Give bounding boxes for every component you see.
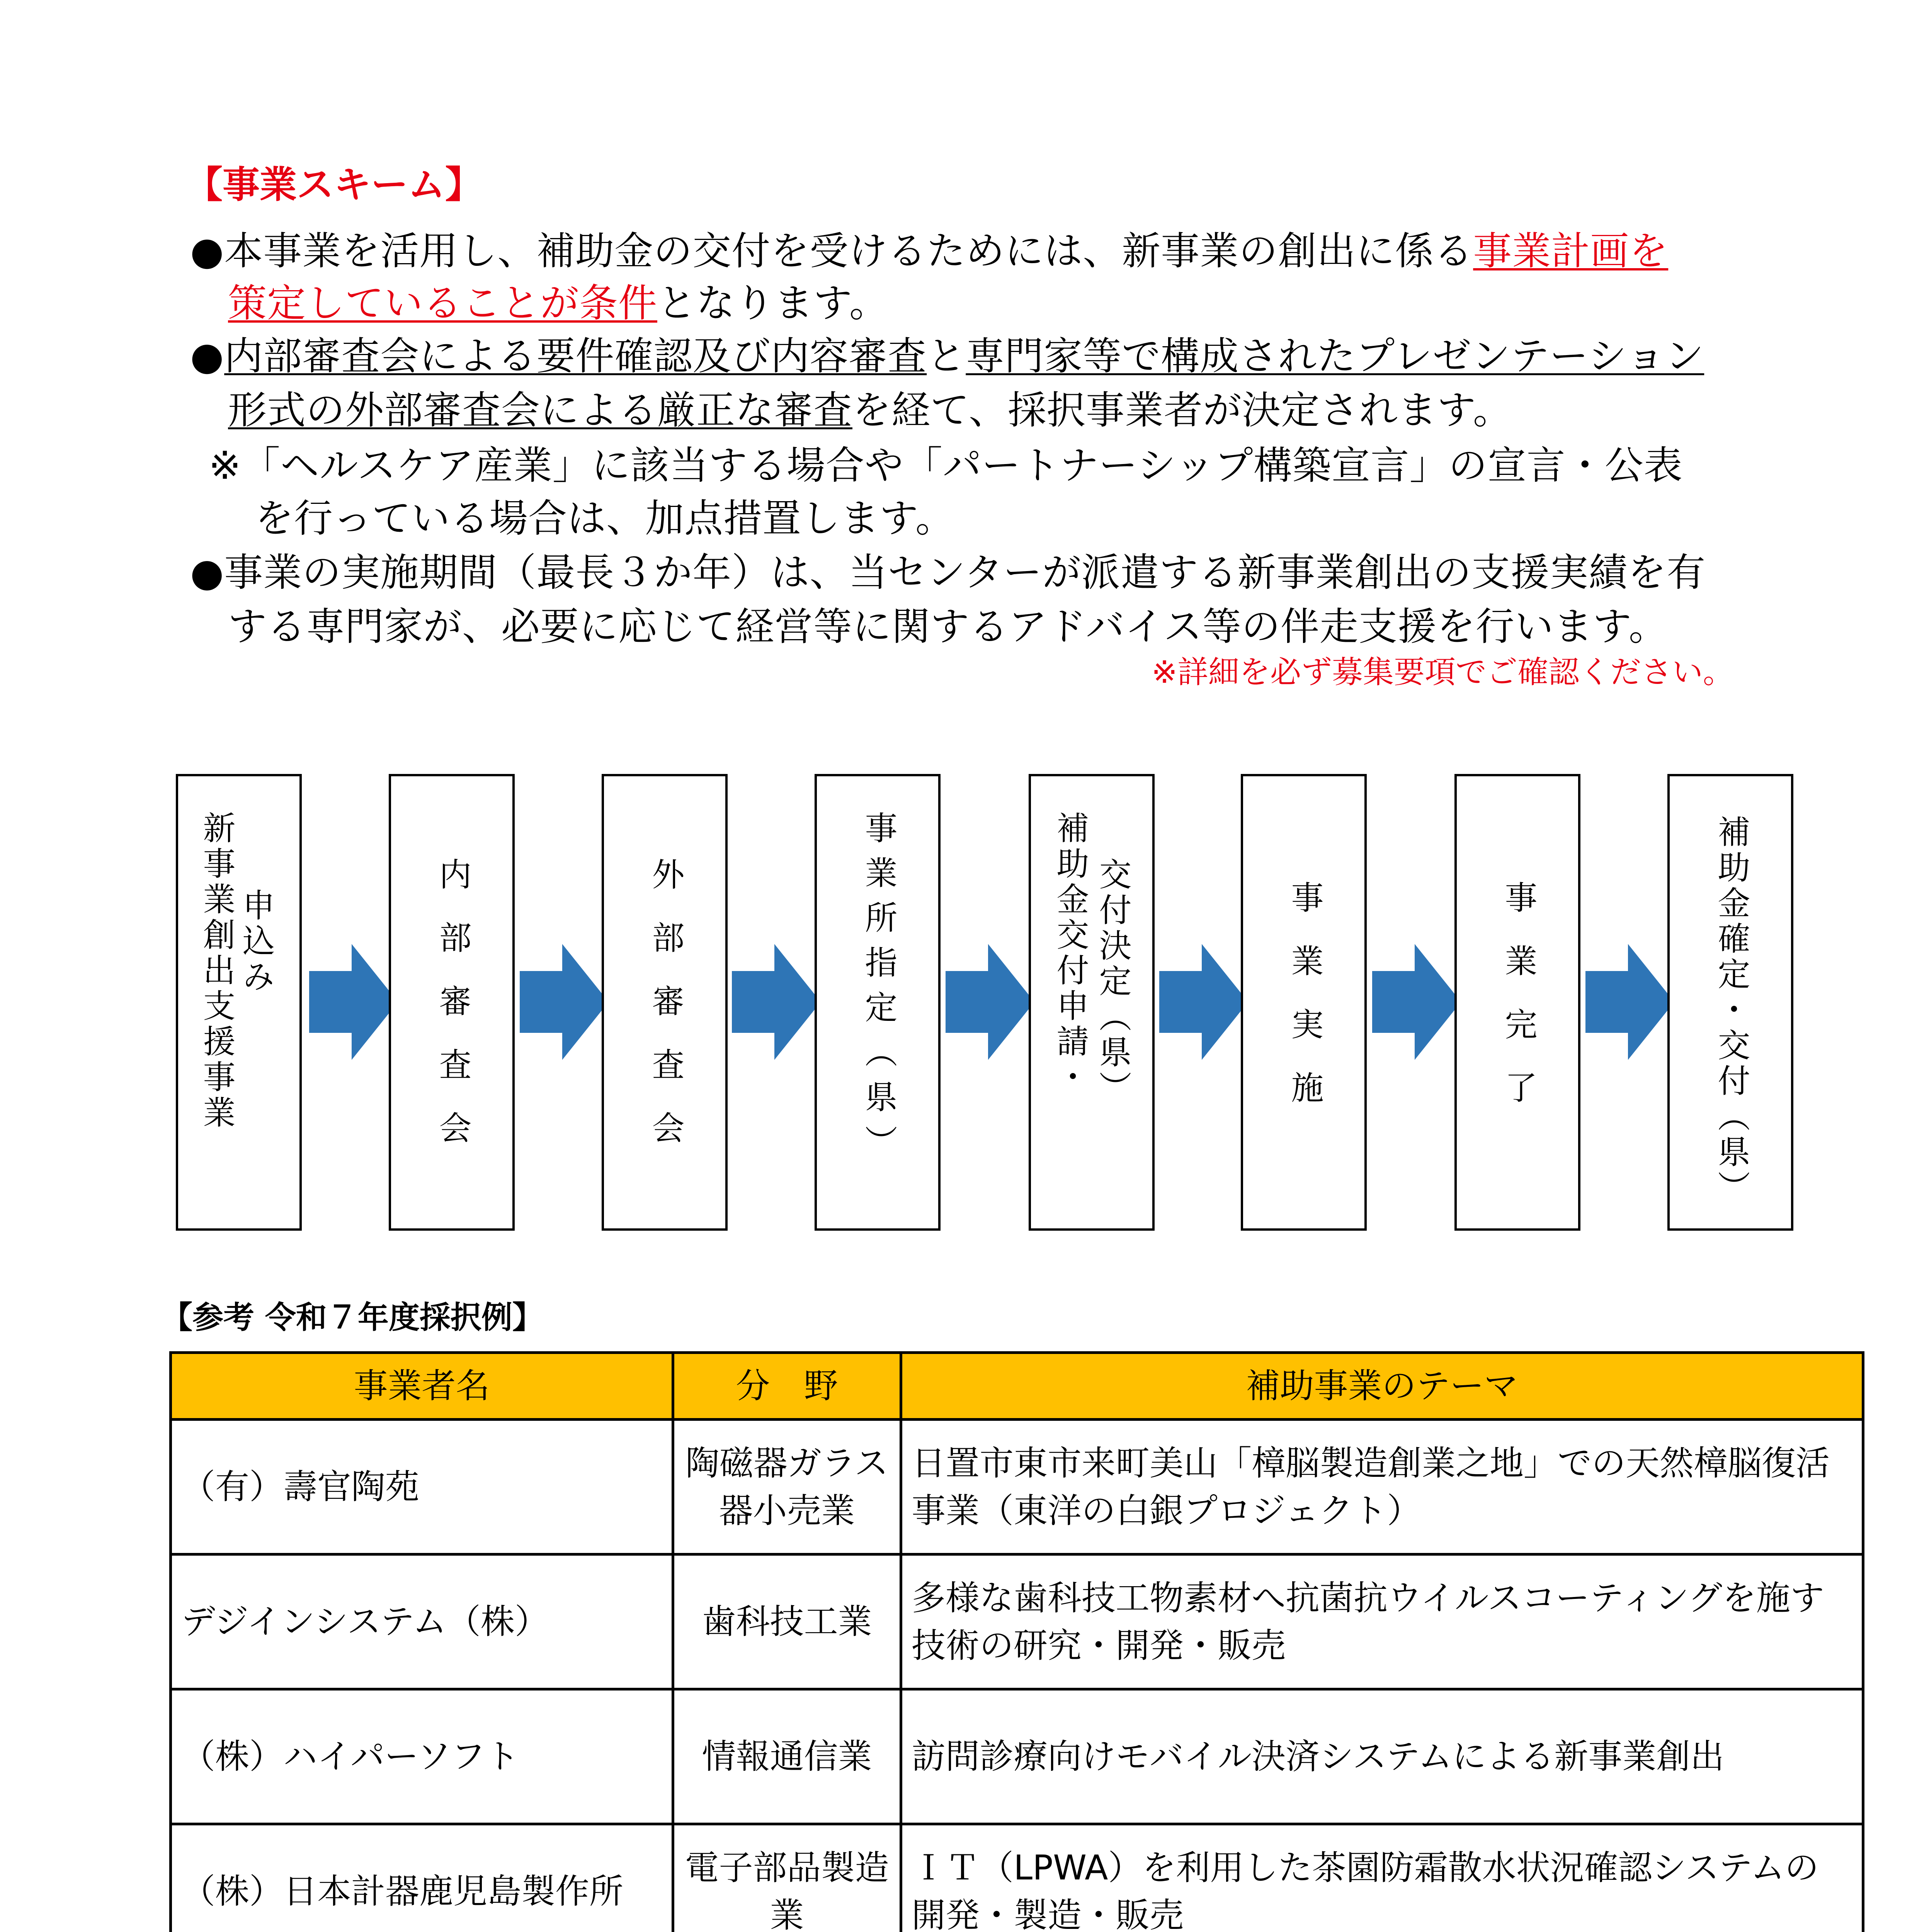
flow-step-1-col-2: 申込み (237, 888, 275, 995)
flow-step-external-review (602, 774, 728, 1231)
table-caption: 【参考 令和７年度採択例】 (162, 1299, 543, 1335)
bullet-1-highlight-a: 事業計画を (1473, 228, 1669, 274)
table-header-row (171, 1353, 1863, 1420)
table-row (171, 1824, 1863, 1932)
bullet-1-highlight-b: 策定していることが条件 (228, 281, 657, 326)
flow-step-7-label: 事業完了 (1500, 881, 1538, 1134)
flow-arrow-icon (732, 944, 821, 1060)
bullet-2-underlined-b: 専門家等で構成されたプレゼンテーション (966, 333, 1704, 379)
header-company: 事業者名 (171, 1353, 673, 1420)
flow-arrow-icon (1585, 944, 1674, 1060)
company-cell: （有）壽官陶苑 (171, 1420, 673, 1554)
note-line-2: を行っている場合は、加点措置します。 (255, 496, 954, 541)
flow-step-internal-review (389, 774, 515, 1231)
header-theme: 補助事業のテーマ (901, 1353, 1863, 1420)
bullet-2-underlined-a: 内部審査会による要件確認及び内容審査 (224, 333, 927, 379)
company-cell: デジインシステム（株） (171, 1554, 673, 1689)
bullet-3-line-1: ●事業の実施期間（最長３か年）は、当センターが派遣する新事業創出の支援実績を有 (190, 550, 1706, 595)
field-cell: 情報通信業 (673, 1689, 901, 1824)
bullet-2-mark: ● (190, 333, 225, 379)
theme-cell: 多様な歯科技工物素材へ抗菌抗ウイルスコーティングを施す技術の研究・開発・販売 (901, 1554, 1863, 1689)
adoption-examples-table (169, 1351, 1864, 1932)
bullet-1-line-2 (228, 281, 888, 326)
table-row (171, 1420, 1863, 1554)
field-cell: 陶磁器ガラス器小売業 (673, 1420, 901, 1554)
theme-cell: 日置市東市来町美山「樟脳製造創業之地」での天然樟脳復活事業（東洋の白銀プロジェクト） (901, 1420, 1863, 1554)
bullet-2-line-2 (228, 388, 1512, 433)
flow-step-1-col-1: 新事業創出支援事業 (198, 811, 236, 1131)
flow-arrow-icon (1372, 944, 1461, 1060)
bullet-2-line-1 (190, 333, 1704, 379)
flow-arrow-icon (1159, 944, 1248, 1060)
flow-step-grant-finalization (1667, 774, 1793, 1231)
note-line-1: ※「ヘルスケア産業」に該当する場合や「パートナーシップ構築宣言」の宣言・公表 (209, 443, 1683, 488)
flow-step-grant-application (1029, 774, 1155, 1231)
flow-step-4-label: 事業所指定（県） (860, 811, 898, 1170)
flow-step-2-label: 内部審査会 (434, 857, 472, 1174)
header-field: 分 野 (673, 1353, 901, 1420)
bullet-2-underlined-c: 形式の外部審査会による厳正な審査 (228, 388, 852, 433)
field-cell: 歯科技工業 (673, 1554, 901, 1689)
flow-step-8-label: 補助金確定・交付（県） (1713, 815, 1750, 1206)
flow-step-3-label: 外部審査会 (647, 857, 685, 1174)
bullet-2-rest: を経て、採択事業者が決定されます。 (852, 388, 1512, 433)
company-cell: （株）日本計器鹿児島製作所 (171, 1824, 673, 1932)
table-row (171, 1689, 1863, 1824)
field-cell: 電子部品製造業 (673, 1824, 901, 1932)
flow-step-designation (815, 774, 941, 1231)
flow-arrow-icon (520, 944, 609, 1060)
bullet-2-conj: と (927, 333, 966, 379)
scheme-title: 【事業スキーム】 (185, 163, 482, 206)
bullet-1-text: ●本事業を活用し、補助金の交付を受けるためには、新事業の創出に係る (190, 228, 1473, 274)
theme-cell: 訪問診療向けモバイル決済システムによる新事業創出 (901, 1689, 1863, 1824)
flow-step-implementation (1241, 774, 1367, 1231)
flow-step-completion (1454, 774, 1580, 1231)
bullet-1-line-1 (190, 228, 1669, 274)
flow-step-application (176, 774, 302, 1231)
company-cell: （株）ハイパーソフト (171, 1689, 673, 1824)
flow-step-5-col-2: 交付決定（県） (1094, 857, 1132, 1106)
theme-cell: ＩＴ（LPWA）を利用した茶園防霜散水状況確認システムの開発・製造・販売 (901, 1824, 1863, 1932)
flow-arrow-icon (946, 944, 1034, 1060)
table-row (171, 1554, 1863, 1689)
bullet-3-line-2: する専門家が、必要に応じて経営等に関するアドバイス等の伴走支援を行います。 (228, 604, 1668, 649)
detail-note: ※詳細を必ず募集要項でご確認ください。 (1152, 654, 1734, 690)
flow-arrow-icon (309, 944, 398, 1060)
flow-step-5-col-1: 補助金交付申請・ (1051, 811, 1089, 1095)
bullet-1-suffix: となります。 (657, 281, 888, 326)
flow-step-6-label: 事業実施 (1286, 881, 1324, 1134)
